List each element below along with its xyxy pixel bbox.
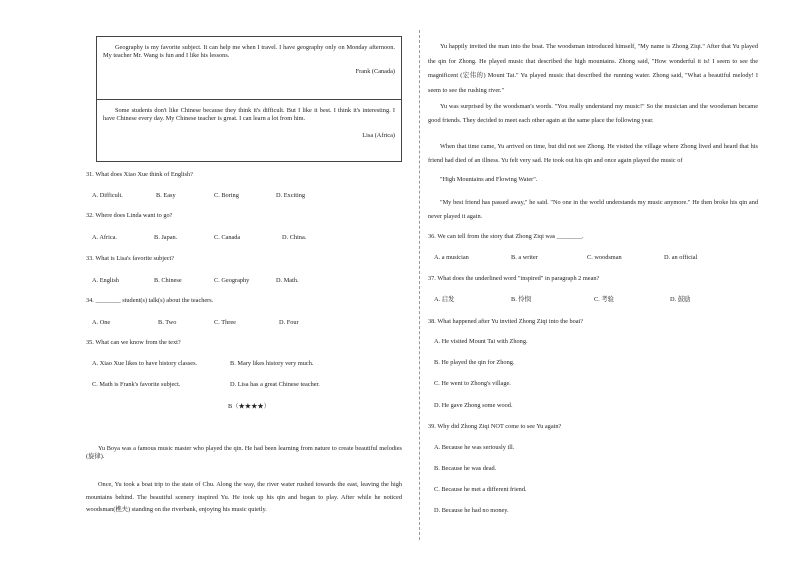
option-35-c[interactable]: C. Math is Frank's favorite subject. [92, 381, 181, 388]
option-38-c[interactable]: C. He went to Zhong's village. [434, 380, 511, 387]
column-divider [419, 30, 420, 540]
passage-paragraph-6: "My best friend has passed away," he said. "No one in the world understands my music anymore." He then broke his qin and never played it again. [428, 199, 758, 220]
option-34-c[interactable]: C. Three [214, 319, 236, 326]
passage-paragraph-4: Yu was surprised by the woodsman's words. "You really understand my music!" So the musician and the woodsman became good friends. They decided to meet each other again at the same place the following year. [428, 103, 758, 124]
option-39-d[interactable]: D. Because he had no money. [434, 507, 509, 514]
option-32-a[interactable]: A. Africa. [92, 234, 118, 241]
option-39-b[interactable]: B. Because he was dead. [434, 465, 497, 472]
question-34: 34. ________ student(s) talk(s) about the teachers. [86, 297, 214, 304]
option-32-c[interactable]: C. Canada [214, 234, 241, 241]
passage-paragraph-5: When that time came, Yu arrived on time, but did not see Zhong. He visited the village where Zhong lived and heard that his friend had died of an illness. Yu felt very sad. He took out his qin and once again played the music of [428, 143, 758, 164]
option-34-a[interactable]: A. One [92, 319, 111, 326]
section-heading-b: B（★★★★） [228, 403, 270, 410]
option-36-b[interactable]: B. a writer [511, 254, 538, 261]
reading-box-frank [96, 36, 402, 99]
question-32: 32. Where does Linda want to go? [86, 212, 173, 219]
option-37-d[interactable]: D. 鼓励 [670, 296, 691, 303]
passage-paragraph-3: Yu happily invited the man into the boat. The woodsman introduced himself, "My name is Zhong Ziqi." After that Yu played the qin for Zhong. He played music that described the high mountains. Zhong said, "How wonderful it is! I seem to see the magnificent (宏伟的) Mount Tai." Yu played music that described the running water. Zhong said, "What a beautiful melody! I seem to see the rushing river." [428, 43, 758, 94]
option-38-d[interactable]: D. He gave Zhong some wood. [434, 402, 513, 409]
box-text: Some students don't like Chinese because they think it's difficult. But I like it best. I think it's interesting. I have Chinese every day. My Chinese teacher is great. I can learn a lot from him. [103, 107, 395, 122]
option-38-a[interactable]: A. He visited Mount Tai with Zhong. [434, 338, 528, 345]
question-37: 37. What does the underlined word "inspired" in paragraph 2 mean? [428, 275, 600, 282]
option-35-a[interactable]: A. Xiao Xue likes to have history classes. [92, 360, 198, 367]
question-38: 38. What happened after Yu invited Zhong Ziqi into the boat? [428, 318, 584, 325]
box-text: Geography is my favorite subject. It can help me when I travel. I have geography only on Monday afternoon. My teacher Mr. Wang is fun and I like his lessons. [103, 44, 395, 59]
option-38-b[interactable]: B. He played the qin for Zhong. [434, 359, 515, 366]
option-33-d[interactable]: D. Math. [276, 277, 299, 284]
option-36-d[interactable]: D. an official [664, 254, 698, 261]
option-35-b[interactable]: B. Mary likes history very much. [230, 360, 314, 367]
question-31: 31. What does Xiao Xue think of English? [86, 171, 193, 178]
option-39-a[interactable]: A. Because he was seriously ill. [434, 444, 515, 451]
option-36-c[interactable]: C. woodsman [587, 254, 622, 261]
option-35-d[interactable]: D. Lisa has a great Chinese teacher. [230, 381, 320, 388]
question-35: 35. What can we know from the text? [86, 339, 181, 346]
option-39-c[interactable]: C. Because he met a different friend. [434, 486, 527, 493]
option-33-b[interactable]: B. Chinese [154, 277, 182, 284]
reading-box-lisa [96, 99, 402, 162]
box-author: Lisa (Africa) [362, 132, 395, 139]
passage-paragraph-1: Yu Boya was a famous music master who played the qin. He had been learning from nature to create beautiful melodies (旋律). [86, 445, 402, 460]
option-34-d[interactable]: D. Four [279, 319, 299, 326]
passage-music-title: "High Mountains and Flowing Water". [440, 176, 538, 183]
option-31-b[interactable]: B. Easy [156, 192, 176, 199]
option-31-a[interactable]: A. Difficult. [92, 192, 123, 199]
option-36-a[interactable]: A. a musician [434, 254, 469, 261]
question-36: 36. We can tell from the story that Zhong Ziqi was ________. [428, 233, 584, 240]
box-author: Frank (Canada) [355, 68, 395, 75]
option-33-c[interactable]: C. Geography [214, 277, 250, 284]
question-39: 39. Why did Zhong Ziqi NOT come to see Yu again? [428, 423, 562, 430]
question-33: 33. What is Lisa's favorite subject? [86, 255, 175, 262]
option-37-b[interactable]: B. 怜悯 [511, 296, 531, 303]
option-37-c[interactable]: C. 考验 [594, 296, 614, 303]
option-33-a[interactable]: A. English [92, 277, 119, 284]
option-32-d[interactable]: D. China. [282, 234, 307, 241]
option-37-a[interactable]: A. 启发 [434, 296, 455, 303]
passage-paragraph-2: Once, Yu took a boat trip to the state of Chu. Along the way, the river water rushed towards the east, leaving the high mountains behind. The beautiful scenery inspired Yu. He took up his qin and began to play. After while he noticed woodsman(樵夫) standing on the riverbank, enjoying his music quietly. [86, 481, 402, 513]
option-31-d[interactable]: D. Exciting [276, 192, 306, 199]
option-31-c[interactable]: C. Boring [214, 192, 239, 199]
option-34-b[interactable]: B. Two [158, 319, 177, 326]
option-32-b[interactable]: B. Japan. [154, 234, 178, 241]
